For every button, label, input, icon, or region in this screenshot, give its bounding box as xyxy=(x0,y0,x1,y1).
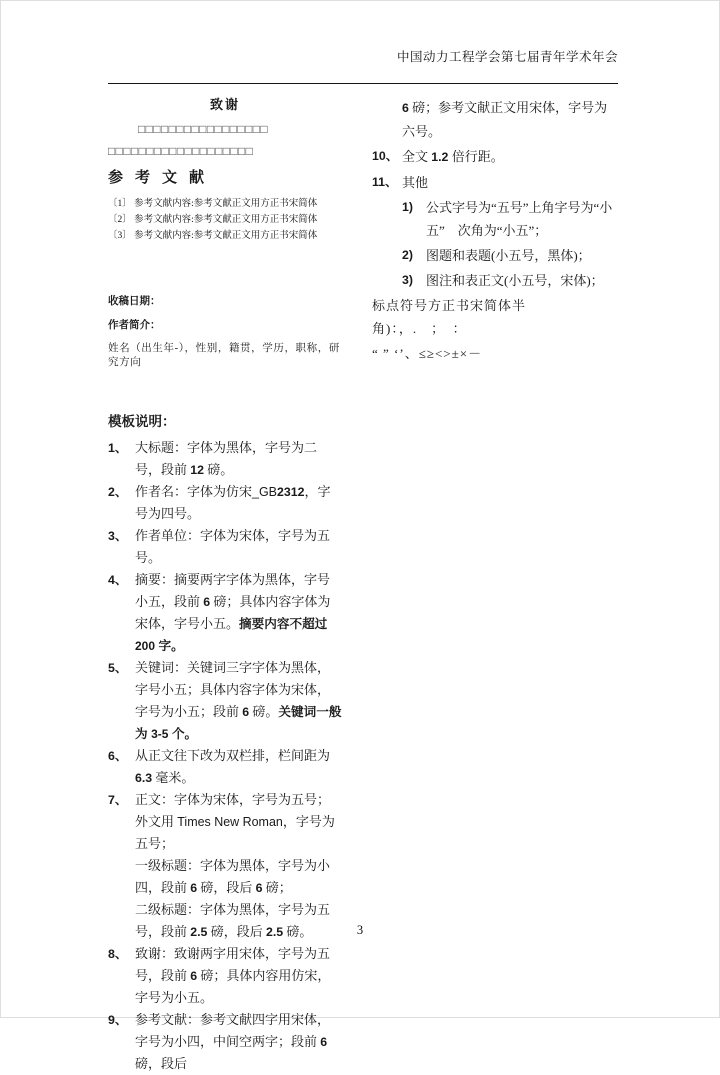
latin-text: Times New Roman xyxy=(177,815,283,829)
note-body xyxy=(135,437,342,481)
note-body xyxy=(135,1009,342,1075)
numeric-text: 6 xyxy=(320,1035,328,1049)
note-flush-line: “ ” ‘’、≤≥<>±×－ xyxy=(372,346,483,361)
note-number: 3、 xyxy=(108,529,128,543)
template-note-item xyxy=(108,481,342,525)
numeric-text: 1.2 xyxy=(431,150,449,164)
author-bio-label: 作者简介： xyxy=(108,319,161,331)
note-body xyxy=(135,569,342,657)
numeric-text: 6 xyxy=(402,101,409,115)
template-note-item xyxy=(372,145,620,169)
template-note-item xyxy=(108,1009,342,1075)
template-notes-list xyxy=(108,437,342,1075)
numeric-text: 12 xyxy=(190,463,204,477)
note-number: 8、 xyxy=(108,947,128,961)
note-flush-line: 标点符号方正书宋简体半角)：，. ； ： xyxy=(372,298,527,336)
latin-text: _GB xyxy=(252,485,277,499)
note-paragraph: 参考文献：参考文献四字用宋体，字号为小四，中间空两字；段前 6 磅，段后 xyxy=(135,1012,331,1071)
numeric-text: 2.5 xyxy=(265,925,284,939)
note-paragraph: 正文：字体为宋体，字号为五号；外文用 Times New Roman，字号为五号； xyxy=(135,792,335,851)
reference-entry: 〔1〕 参考文献内容:参考文献正文用方正书宋简体 xyxy=(108,199,318,209)
numeric-text: 6 xyxy=(255,881,263,895)
bold-note-text: 关键词一般为 3-5 个。 xyxy=(135,705,342,741)
template-note-item xyxy=(108,569,342,657)
note-body: 图题和表题(小五号，黑体)； xyxy=(426,248,591,263)
acknowledgement-title: 致谢 xyxy=(209,97,240,112)
template-note-item xyxy=(108,943,342,1009)
numeric-text: 6.3 xyxy=(135,771,153,785)
numeric-text: 6 xyxy=(203,595,211,609)
note-number: 1、 xyxy=(108,441,128,455)
note-number: 7、 xyxy=(108,793,128,807)
note-paragraph: 一级标题：字体为黑体，字号为小四，段前 6 磅，段后 6 磅； xyxy=(135,858,331,895)
header-rule xyxy=(108,83,618,84)
note-number: 9、 xyxy=(108,1013,128,1027)
note-body xyxy=(135,745,342,789)
acknowledgement-placeholder xyxy=(108,118,342,162)
note-paragraph: 从正文往下改为双栏排，栏间距为 6.3 毫米。 xyxy=(135,748,331,785)
references-list xyxy=(108,196,342,244)
note-body xyxy=(135,657,342,745)
template-note-item xyxy=(372,171,620,194)
note-body: 公式字号为“五号”上角字号为“小五” 次角为“小五”； xyxy=(426,200,613,238)
template-note-subitem xyxy=(402,269,620,292)
note-number: 5、 xyxy=(108,661,128,675)
acknowledgement-placeholder-line: □□□□□□□□□□□□□□□□□□□ xyxy=(108,144,254,158)
page-header-title: 中国动力工程学会第七届青年学术年会 xyxy=(396,50,618,64)
note-number: 4、 xyxy=(108,573,128,587)
page-number: 3 xyxy=(356,923,364,937)
reference-entry: 〔2〕 参考文献内容:参考文献正文用方正书宋简体 xyxy=(108,215,318,225)
note-number: 10、 xyxy=(372,149,399,163)
references-heading: 参考文献 xyxy=(108,170,217,186)
author-bio-text: 姓名（出生年-），性别，籍贯，学历，职称，研究方向 xyxy=(108,343,340,368)
note-number: 2) xyxy=(402,248,413,262)
note-paragraph: 摘要：摘要两字字体为黑体，字号小五，段前 6 磅；具体内容字体为宋体，字号小五。摘要内容不超过 200 字。 xyxy=(135,572,331,653)
note-body xyxy=(135,525,342,569)
note-paragraph: 二级标题：字体为黑体，字号为五号，段前 2.5 磅，段后 2.5 磅。 xyxy=(135,902,331,939)
note-paragraph: 致谢：致谢两字用宋体，字号为五号，段前 6 磅；具体内容用仿宋，字号为小五。 xyxy=(135,946,331,1005)
template-note-subitem xyxy=(402,196,620,242)
note-body: 图注和表正文(小五号，宋体)； xyxy=(426,273,604,288)
template-note-item xyxy=(108,657,342,745)
template-notes-title: 模板说明： xyxy=(108,414,176,429)
numeric-text: 2312 xyxy=(276,485,305,499)
note-paragraph: 关键词：关键词三字字体为黑体，字号小五；具体内容字体为宋体，字号为小五；段前 6 磅。关键词一般为 3-5 个。 xyxy=(135,660,342,741)
note-body: 其他 xyxy=(402,175,429,190)
template-note-item xyxy=(108,437,342,481)
bold-note-text: 摘要内容不超过 200 字。 xyxy=(135,617,328,653)
note-number: 2、 xyxy=(108,485,128,499)
acknowledgement-placeholder-line: □□□□□□□□□□□□□□□□□ xyxy=(138,122,269,136)
template-note-subitem xyxy=(402,244,620,267)
numeric-text: 6 xyxy=(242,705,250,719)
note-continuation: 6 磅；参考文献正文用宋体，字号为六号。 xyxy=(402,100,608,139)
template-note-item xyxy=(108,525,342,569)
note-paragraph: 作者名：字体为仿宋_GB2312，字号为四号。 xyxy=(135,484,331,521)
note-paragraph: 作者单位：字体为宋体，字号为五号。 xyxy=(135,528,331,565)
note-number: 6、 xyxy=(108,749,128,763)
note-body: 全文 1.2 倍行距。 xyxy=(402,149,504,164)
note-body xyxy=(135,943,342,1009)
numeric-text: 6 xyxy=(190,969,198,983)
footnote-block xyxy=(108,294,342,370)
template-note-item xyxy=(108,789,342,943)
template-note-item xyxy=(108,745,342,789)
numeric-text: 6 xyxy=(190,881,198,895)
reference-entry: 〔3〕 参考文献内容:参考文献正文用方正书宋简体 xyxy=(108,231,318,241)
note-body xyxy=(135,789,342,943)
numeric-text: 2.5 xyxy=(190,925,208,939)
note-body xyxy=(135,481,342,525)
note-paragraph: 大标题：字体为黑体，字号为二号，段前 12 磅。 xyxy=(135,440,318,477)
received-date-label: 收稿日期： xyxy=(108,295,161,307)
numeric-text: 3-5 xyxy=(151,727,169,741)
note-number: 11、 xyxy=(372,175,398,189)
numeric-text: 200 xyxy=(135,639,155,653)
note-number: 3) xyxy=(402,273,413,287)
note-number: 1) xyxy=(402,200,413,214)
